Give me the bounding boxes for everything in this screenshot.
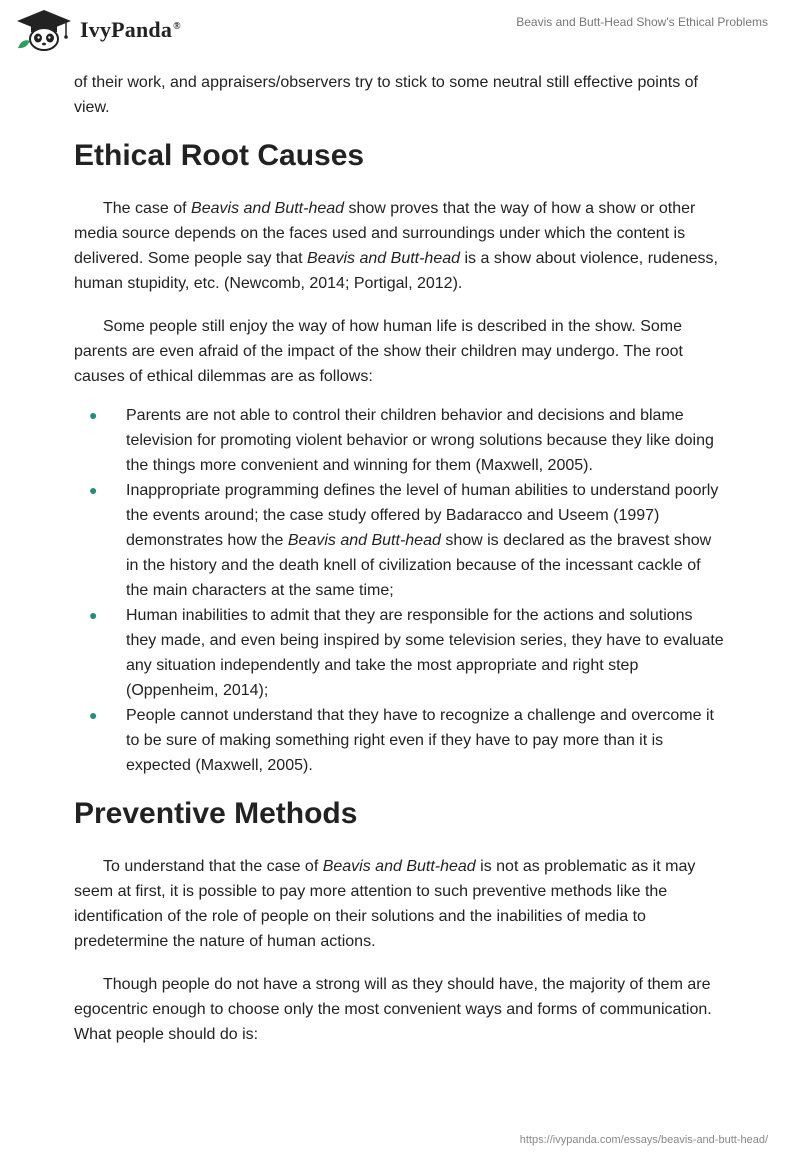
brand-name: IvyPanda® bbox=[80, 17, 181, 42]
list-item: ● People cannot understand that they have to recognize a challenge and overcome it to be sure of making something right even if they have to pay more than it is expected (Maxwell, 2005). bbox=[74, 703, 726, 778]
section-heading-preventive-methods: Preventive Methods bbox=[74, 797, 358, 830]
bullet-dot-icon: ● bbox=[89, 482, 98, 498]
bullet-dot-icon: ● bbox=[89, 607, 98, 623]
list-item: ● Human inabilities to admit that they are responsible for the actions and solutions they made, and even being inspired by some television series, they have to evaluate any situation independently and take the most appropriate and right step (Oppenheim, 2014); bbox=[74, 603, 726, 703]
paragraph: Some people still enjoy the way of how human life is described in the show. Some parents are even afraid of the impact of the show their children may undergo. The root causes of ethical dilemmas are as follows: bbox=[74, 318, 683, 385]
intro-paragraph-fragment: of their work, and appraisers/observers try to stick to some neutral still effective points of view. bbox=[74, 74, 698, 116]
paragraph: Though people do not have a strong will as they should have, the majority of them are egocentric enough to choose only the most convenient ways and forms of communication. What people should do is: bbox=[74, 976, 712, 1043]
document-title: Beavis and Butt-Head Show's Ethical Problems bbox=[516, 15, 768, 29]
page-header bbox=[0, 0, 800, 64]
list-item: ● Parents are not able to control their children behavior and decisions and blame television for promoting violent behavior or wrong solutions because they like doing the things more convenient and winning for them (Maxwell, 2005). bbox=[74, 403, 726, 478]
source-url-link[interactable]: https://ivypanda.com/essays/beavis-and-butt-head/ bbox=[519, 1134, 768, 1146]
paragraph: The case of Beavis and Butt-head show proves that the way of how a show or other media source depends on the faces used and surroundings under which the content is delivered. Some people say that Beavis and Butt-head is a show about violence, rudeness, human stupidity, etc. (Newcomb, 2014; Portigal, 2012). bbox=[74, 200, 718, 292]
root-causes-list bbox=[74, 403, 726, 778]
bullet-dot-icon: ● bbox=[89, 407, 98, 423]
brand-logo[interactable] bbox=[14, 8, 181, 52]
bullet-dot-icon: ● bbox=[89, 707, 98, 723]
article-body bbox=[74, 70, 726, 1065]
panda-graduation-cap-icon bbox=[14, 8, 74, 52]
paragraph: To understand that the case of Beavis and Butt-head is not as problematic as it may seem at first, it is possible to pay more attention to such preventive methods like the identification of the role of people on their solutions and the inabilities of media to predetermine the nature of human actions. bbox=[74, 858, 696, 950]
section-heading-ethical-root-causes: Ethical Root Causes bbox=[74, 139, 365, 172]
list-item: ● Inappropriate programming defines the level of human abilities to understand poorly the events around; the case study offered by Badaracco and Useem (1997) demonstrates how the Beavis and Butt-head show is declared as the bravest show in the history and the death knell of civilization because of the incessant cackle of the main characters at the same time; bbox=[74, 478, 726, 603]
